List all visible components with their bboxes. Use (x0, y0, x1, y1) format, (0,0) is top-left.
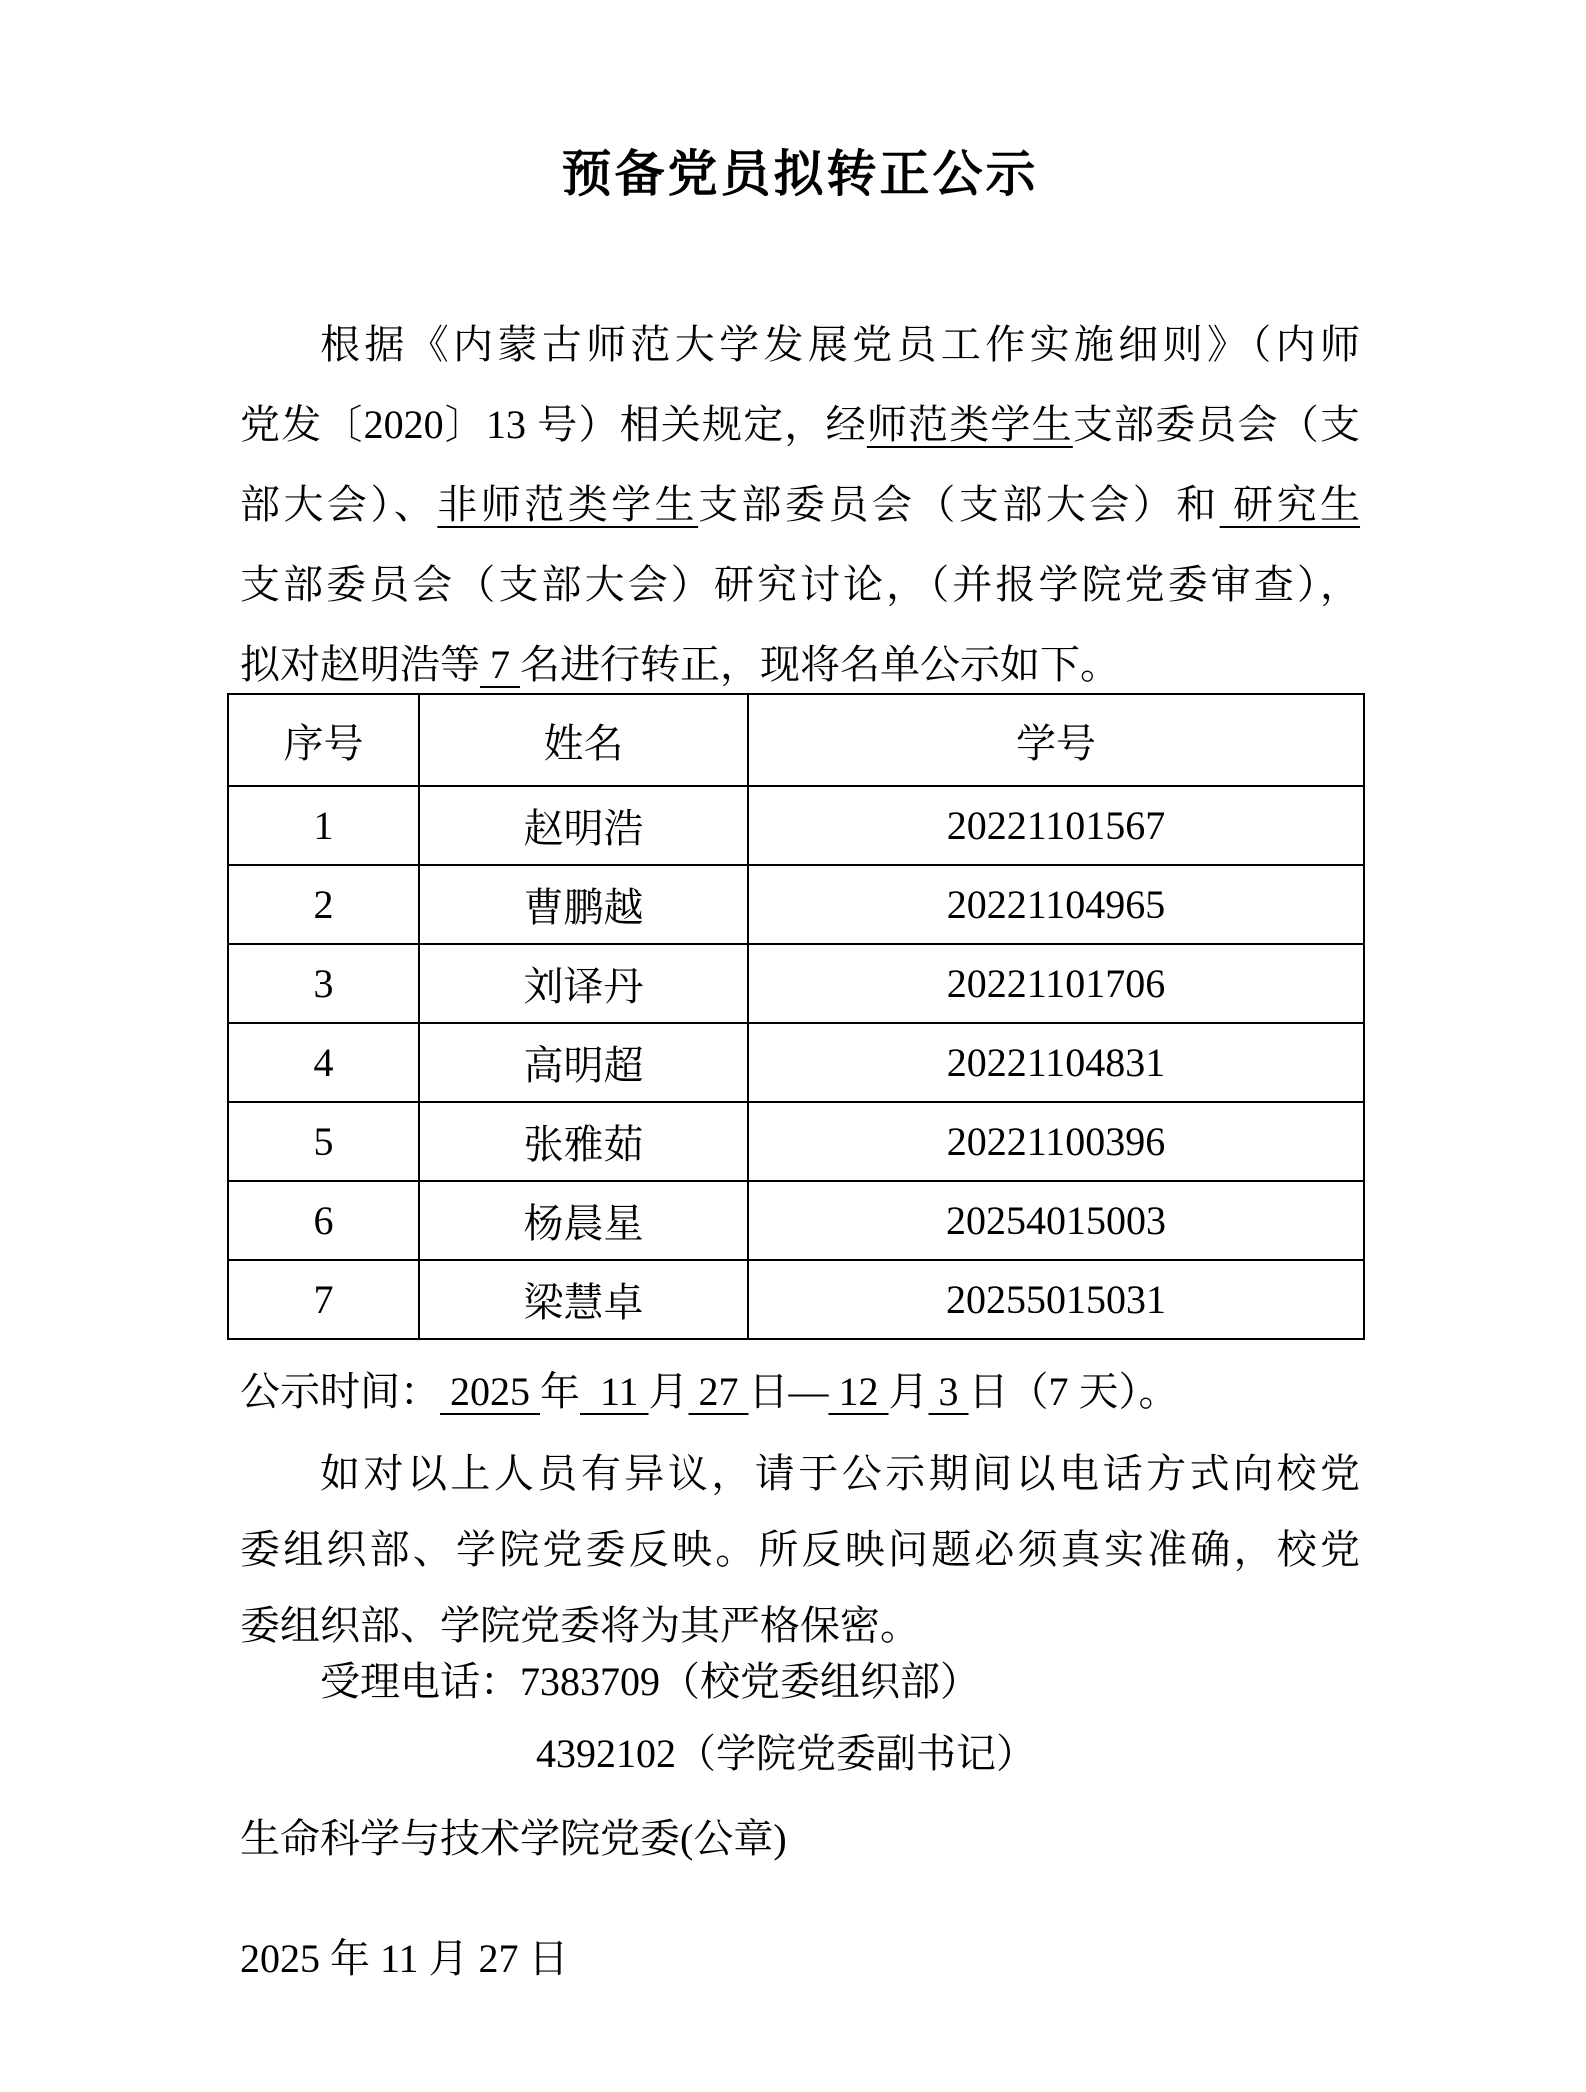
phone-org-dept: 受理电话：7383709（校党委组织部） (320, 1659, 980, 1704)
table-row (228, 944, 1364, 1023)
intro-text: 拟对赵明浩等 (240, 642, 480, 687)
cell-student-id: 20221104831 (748, 1023, 1364, 1102)
intro-text: 支部委员会（支 (1072, 402, 1361, 447)
objection-text: 委组织部、学院党委将为其严格保密。 (240, 1603, 920, 1648)
cell-name: 曹鹏越 (419, 865, 748, 944)
contact-phone-block-2 (240, 1714, 1360, 1794)
cell-no: 7 (228, 1260, 419, 1339)
table-row (228, 1102, 1364, 1181)
underlined-member-count: 7 (480, 642, 520, 687)
intro-line-3 (240, 465, 1360, 545)
cell-name: 张雅茹 (419, 1102, 748, 1181)
cell-student-id: 20255015031 (748, 1260, 1364, 1339)
publicity-month-unit: 月 (888, 1369, 929, 1414)
contact-phone-line-2 (536, 1714, 1360, 1794)
column-header-name: 姓名 (419, 694, 748, 786)
underlined-branch-name: 师范类学生 (866, 402, 1073, 447)
objection-text: 委组织部、学院党委反映。所反映问题必须真实准确，校党 (240, 1527, 1360, 1572)
publicity-year-unit: 年 (540, 1369, 580, 1414)
cell-no: 4 (228, 1023, 419, 1102)
issue-date-text: 2025 年 11 月 27 日 (240, 1936, 569, 1981)
publicity-start-month: 11 (580, 1369, 649, 1414)
table-row (228, 1260, 1364, 1339)
cell-student-id: 20221104965 (748, 865, 1364, 944)
intro-text: 名进行转正，现将名单公示如下。 (520, 642, 1120, 687)
publicity-period-line (240, 1352, 1360, 1432)
intro-line-4 (240, 545, 1360, 625)
publicity-day-unit-dash: 日— (748, 1369, 829, 1414)
publicity-end-month: 12 (828, 1369, 889, 1414)
underlined-branch-name: 研究生 (1219, 482, 1361, 527)
underlined-branch-name: 非师范类学生 (437, 482, 699, 527)
publicity-end-day: 3 (928, 1369, 969, 1414)
cell-name: 梁慧卓 (419, 1260, 748, 1339)
table-row (228, 1023, 1364, 1102)
cell-no: 6 (228, 1181, 419, 1260)
table-row (228, 1181, 1364, 1260)
contact-phone-block-1 (240, 1642, 1360, 1722)
intro-text: 支部委员会（支部大会）研究讨论，（并报学院党委审查）， (240, 562, 1360, 607)
cell-no: 1 (228, 786, 419, 865)
objection-paragraph (240, 1436, 1360, 1664)
cell-name: 高明超 (419, 1023, 748, 1102)
intro-paragraph (240, 305, 1360, 705)
cell-name: 赵明浩 (419, 786, 748, 865)
issue-date-line (240, 1919, 1334, 1999)
cell-name: 杨晨星 (419, 1181, 748, 1260)
publicity-duration: 日（7 天）。 (968, 1369, 1179, 1414)
cell-no: 5 (228, 1102, 419, 1181)
issuer-signature-line (240, 1799, 1350, 1879)
table-row (228, 865, 1364, 944)
phone-deputy-secretary: 4392102（学院党委副书记） (536, 1731, 1036, 1776)
intro-text: 支部委员会（支部大会）和 (698, 482, 1220, 527)
intro-line-2 (240, 385, 1360, 465)
table-header-row (228, 694, 1364, 786)
objection-text: 如对以上人员有异议，请于公示期间以电话方式向校党 (320, 1451, 1360, 1496)
table-row (228, 786, 1364, 865)
publicity-period-block (240, 1352, 1360, 1432)
publicity-year: 2025 (440, 1369, 540, 1414)
publicity-month-unit: 月 (648, 1369, 689, 1414)
document-title: 预备党员拟转正公示 (561, 146, 1039, 202)
intro-text: 党发〔2020〕13 号）相关规定，经 (240, 402, 867, 447)
objection-line-1 (240, 1436, 1360, 1512)
cell-no: 2 (228, 865, 419, 944)
intro-text: 根据《内蒙古师范大学发展党员工作实施细则》（内师 (320, 322, 1360, 367)
intro-line-1 (240, 305, 1360, 385)
cell-student-id: 20221100396 (748, 1102, 1364, 1181)
cell-no: 3 (228, 944, 419, 1023)
intro-text: 部大会）、 (240, 482, 438, 527)
column-header-no: 序号 (228, 694, 419, 786)
publicity-start-day: 27 (688, 1369, 749, 1414)
column-header-student-id: 学号 (748, 694, 1364, 786)
cell-student-id: 20221101706 (748, 944, 1364, 1023)
contact-phone-line-1 (240, 1642, 1360, 1722)
publicity-label: 公示时间： (240, 1369, 440, 1414)
issuer-signature-block (240, 1799, 1360, 1879)
cell-student-id: 20254015003 (748, 1181, 1364, 1260)
cell-name: 刘译丹 (419, 944, 748, 1023)
objection-line-2 (240, 1512, 1360, 1588)
issuer-name: 生命科学与技术学院党委(公章) (240, 1816, 787, 1861)
cell-student-id: 20221101567 (748, 786, 1364, 865)
member-roster-table (227, 693, 1365, 1340)
issue-date-block (240, 1883, 1360, 2035)
